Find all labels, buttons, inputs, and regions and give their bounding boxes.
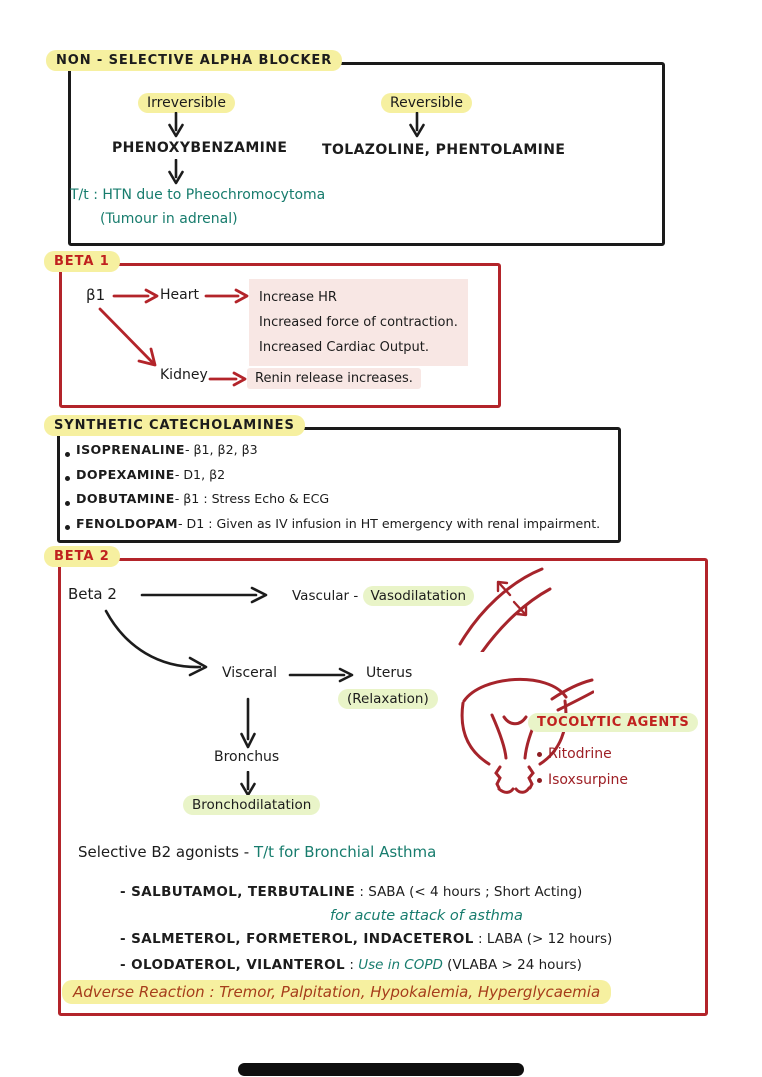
drug-name: DOBUTAMINE: [76, 491, 175, 506]
selective-agonists-intro: [78, 843, 436, 861]
alpha-blocker-heading: NON - SELECTIVE ALPHA BLOCKER: [46, 50, 342, 71]
tocolytic-drug: Isoxsurpine: [548, 772, 629, 788]
kidney-label: Kidney: [160, 367, 208, 383]
right-arrow-icon: [204, 288, 250, 304]
home-indicator-bar: [238, 1063, 524, 1076]
bullet-icon: [65, 501, 70, 506]
drug-detail: - D1 : Given as IV infusion in HT emergency with renal impairment.: [178, 515, 601, 531]
intro-text: Selective B2 agonists -: [78, 843, 254, 861]
saba-line: [120, 884, 582, 900]
drug-name: FENOLDOPAM: [76, 515, 178, 531]
phenoxybenzamine-use-line2: (Tumour in adrenal): [100, 211, 238, 227]
vlaba-separator: :: [345, 957, 359, 973]
drug-name: ISOPRENALINE: [76, 442, 185, 457]
vascular-branch: [292, 586, 474, 606]
right-arrow-icon: [112, 288, 160, 304]
reversible-label: Reversible: [381, 93, 472, 113]
tolazoline-phentolamine-label: TOLAZOLINE, PHENTOLAMINE: [322, 142, 566, 158]
tocolytic-agents-heading: TOCOLYTIC AGENTS: [528, 713, 698, 732]
laba-drug-names: - SALMETEROL, FORMETEROL, INDACETEROL: [120, 931, 474, 947]
bullet-icon: [65, 525, 70, 530]
catecholamines-heading: SYNTHETIC CATECHOLAMINES: [44, 415, 305, 436]
bullet-icon: [537, 752, 542, 757]
drug-detail: - β1 : Stress Echo & ECG: [174, 491, 330, 506]
list-item: [537, 741, 628, 767]
bullet-icon: [537, 778, 542, 783]
saba-detail: : SABA (< 4 hours ; Short Acting): [355, 884, 583, 900]
saba-note: for acute attack of asthma: [330, 908, 523, 924]
phenoxybenzamine-use-line1: T/t : HTN due to Pheochromocytoma: [70, 187, 326, 203]
vlaba-copd-note: Use in COPD: [358, 957, 443, 973]
right-arrow-icon: [140, 586, 270, 604]
down-arrow-icon: [408, 112, 426, 138]
laba-line: [120, 931, 612, 947]
down-arrow-icon: [239, 697, 257, 749]
relaxation-label: (Relaxation): [338, 689, 438, 709]
beta1-heading: BETA 1: [44, 251, 120, 272]
vasodilatation-label: Vasodilatation: [363, 586, 475, 606]
laba-detail: : LABA (> 12 hours): [473, 931, 613, 947]
catecholamines-list: [65, 442, 610, 540]
tocolytic-agents-list: [537, 741, 628, 793]
vascular-label: Vascular -: [292, 588, 363, 604]
vlaba-detail: (VLABA > 24 hours): [442, 957, 582, 973]
heart-effect-line: Increased Cardiac Output.: [259, 340, 429, 355]
heart-effect-line: Increase HR: [259, 290, 337, 305]
vlaba-drug-names: - OLODATEROL, VILANTEROL: [120, 957, 346, 973]
heart-effect-line: Increased force of contraction.: [259, 315, 458, 330]
bullet-icon: [65, 452, 70, 457]
right-arrow-icon: [288, 667, 356, 683]
down-arrow-icon: [167, 159, 185, 185]
uterus-label: Uterus: [366, 665, 413, 681]
tocolytic-drug: Ritodrine: [548, 746, 612, 762]
intro-treatment-text: T/t for Bronchial Asthma: [253, 843, 437, 861]
bullet-icon: [65, 476, 70, 481]
drug-detail: - β1, β2, β3: [184, 442, 258, 457]
list-item: [65, 516, 610, 541]
list-item: [65, 491, 610, 516]
beta1-heart-effects: [249, 279, 468, 366]
visceral-label: Visceral: [222, 665, 277, 681]
drug-detail: - D1, β2: [174, 466, 226, 482]
down-arrow-icon: [239, 771, 257, 797]
down-arrow-icon: [167, 112, 185, 138]
diagonal-arrow-icon: [94, 304, 169, 376]
adverse-reaction-label: Adverse Reaction : Tremor, Palpitation, Hypokalemia, Hyperglycaemia: [62, 980, 611, 1004]
phenoxybenzamine-label: PHENOXYBENZAMINE: [112, 140, 288, 156]
blood-vessel-drawing: [452, 562, 552, 652]
curved-arrow-icon: [98, 606, 220, 680]
drug-name: DOPEXAMINE: [76, 466, 175, 482]
beta2-receptor-label: Beta 2: [68, 585, 117, 603]
list-item: [537, 767, 628, 793]
vlaba-line: [120, 957, 582, 973]
bronchus-label: Bronchus: [214, 749, 280, 765]
right-arrow-icon: [208, 371, 248, 387]
list-item: [65, 442, 610, 467]
kidney-effect-label: Renin release increases.: [247, 368, 421, 389]
irreversible-label: Irreversible: [138, 93, 235, 113]
beta2-heading: BETA 2: [44, 546, 120, 567]
list-item: [65, 467, 610, 492]
bronchodilatation-label: Bronchodilatation: [183, 795, 320, 815]
saba-drug-names: - SALBUTAMOL, TERBUTALINE: [120, 884, 356, 900]
beta1-receptor-label: β1: [86, 286, 106, 304]
heart-label: Heart: [160, 287, 199, 303]
